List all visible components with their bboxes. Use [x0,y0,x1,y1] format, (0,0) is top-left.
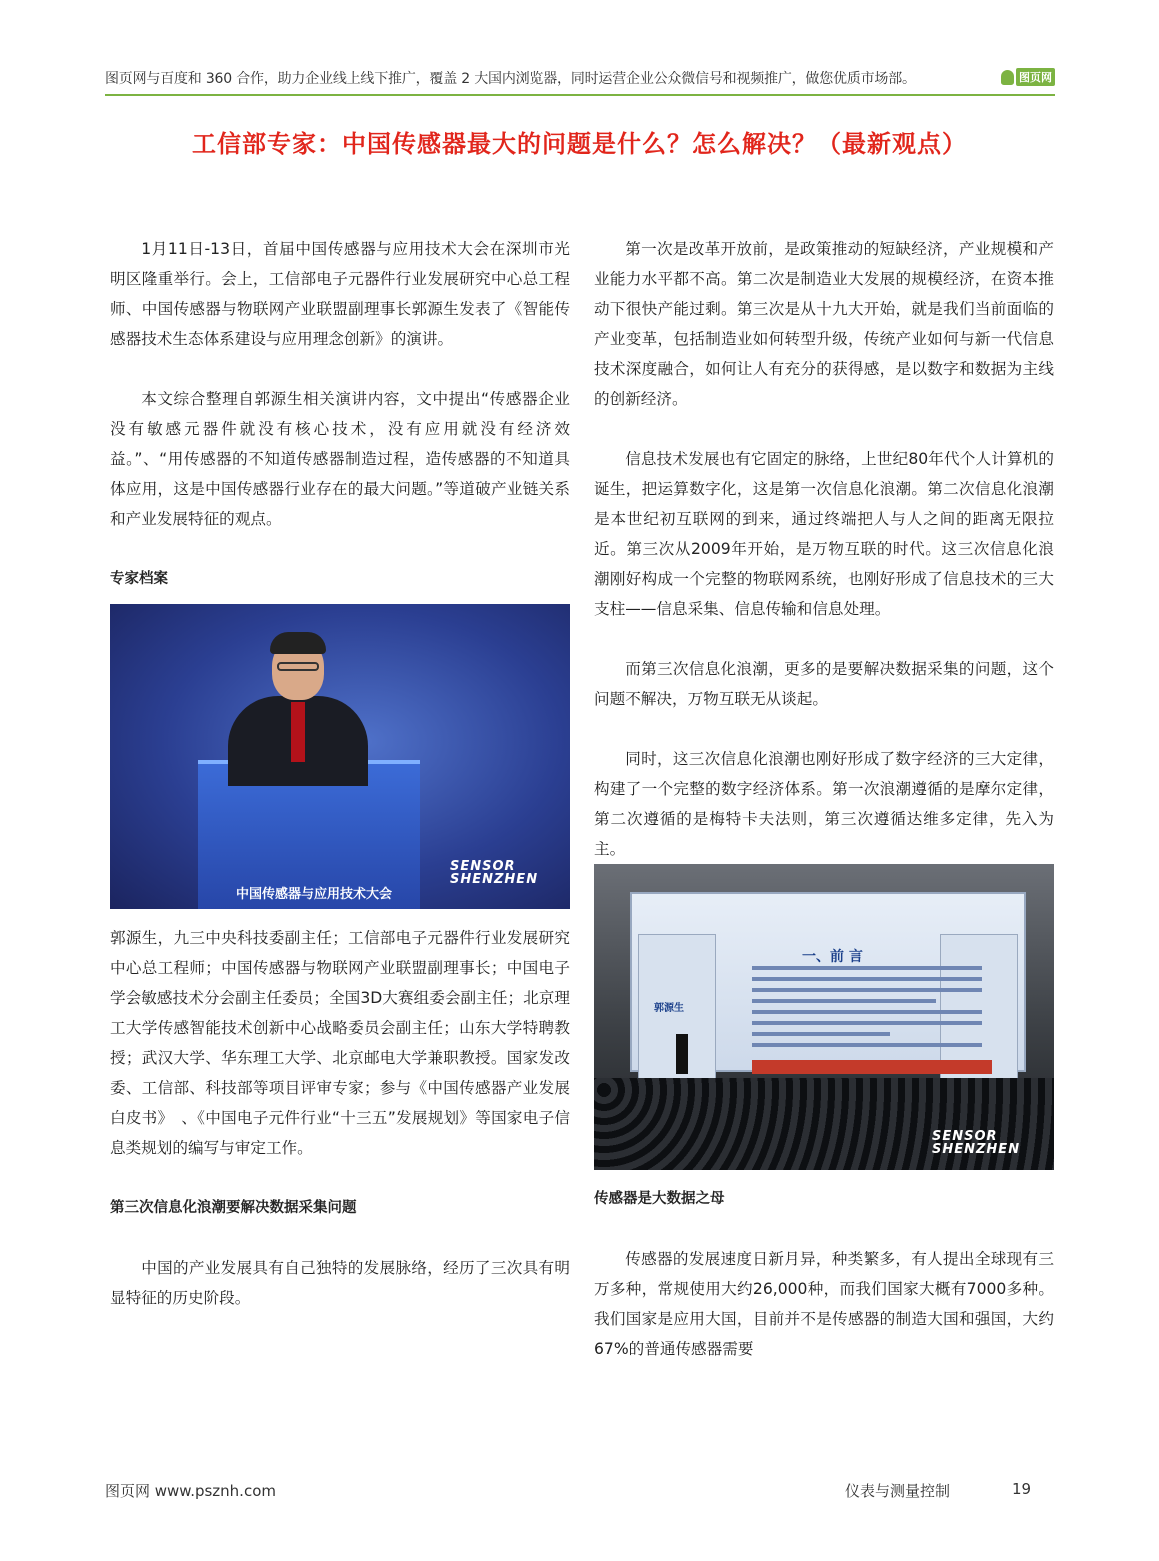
paragraph: 中国的产业发展具有自己独特的发展脉络，经历了三次具有明显特征的历史阶段。 [110,1259,570,1307]
section-heading: 专家档案 [110,571,168,587]
paragraph: 本文综合整理自郭源生相关演讲内容，文中提出“传感器企业没有敏感元器件就没有核心技术，没有应用就没有经济效益。”、“用传感器的不知道传感器制造过程，造传感器的不知道具体应用，这是中国传感器行业存在的最大问题。”等道破产业链关系和产业发展特征的观点。 [110,390,570,528]
presentation-screen [630,892,1026,1072]
speaker-photo [110,604,570,909]
paragraph: 同时，这三次信息化浪潮也刚好形成了数字经济的三大定律，构建了一个完整的数字经济体系。第一次浪潮遵循的是摩尔定律，第二次遵循的是梅特卡夫法则，第三次遵循达维多定律，先入为主。 [594,750,1054,858]
screen-heading: 一、前 言 [802,949,863,965]
section-heading: 第三次信息化浪潮要解决数据采集问题 [110,1200,357,1216]
footer-magazine: 仪表与测量控制 [845,1482,951,1500]
paragraph: 第一次是改革开放前，是政策推动的短缺经济，产业规模和产业能力水平都不高。第二次是制造业大发展的规模经济，在资本推动下很快产能过剩。第三次是从十九大开始，就是我们当前面临的产业变革，包括制造业如何转型升级，传统产业如何与新一代信息技术深度融合，如何让人有充分的获得感，是以数字和数据为主线的创新经济。 [594,240,1054,408]
glasses-icon [277,662,319,671]
bio-paragraph: 郭源生，九三中央科技委副主任；工信部电子元器件行业发展研究中心总工程师；中国传感器与物联网产业联盟副理事长；中国电子学会敏感技术分会副主任委员；全国3D大赛组委会副主任；北京理工大学传感智能技术创新中心战略委员会副主任；山东大学特聘教授；武汉大学、华东理工大学、北京邮电大学兼职教授。国家发改委、工信部、科技部等项目评审专家；参与《中国传感器产业发展白皮书》 、《中国电子元件行业“十三五”发展规划》等国家电子信息类规划的编写与审定工作。 [110,929,570,1157]
paragraph: 传感器的发展速度日新月异，种类繁多，有人提出全球现有三万多种，常规使用大约26,000种，而我们国家大概有7000多种。我们国家是应用大国，目前并不是传感器的制造大国和强国，大约67%的普通传感器需要 [594,1250,1054,1358]
conference-photo [594,864,1054,1170]
speaker-figure [676,1034,688,1074]
paragraph: 1月11日-13日，首届中国传感器与应用技术大会在深圳市光明区隆重举行。会上，工信部电子元器件行业发展研究中心总工程师、中国传感器与物联网产业联盟副理事长郭源生发表了《智能传感器技术生态体系建设与应用理念创新》的演讲。 [110,240,570,348]
section-heading: 传感器是大数据之母 [594,1191,725,1207]
speaker-tie [291,702,305,762]
photo-caption: 中国传感器与应用技术大会 [236,887,393,902]
sensor-shenzhen-logo: SENSOR SHENZHEN [932,1129,1021,1157]
article-title: 工信部专家：中国传感器最大的问题是什么？怎么解决？（最新观点） [192,130,967,158]
top-banner [105,66,1055,96]
footer-site[interactable]: 图页网 www.psznh.com [105,1482,276,1500]
logo-text: 图页网 [1016,68,1055,86]
banner-text: 图页网与百度和 360 合作，助力企业线上线下推广，覆盖 2 大国内浏览器，同时运营企业公众微信号和视频推广，做您优质市场部。 [105,71,916,87]
banner-logo[interactable] [1001,68,1055,86]
screen-name: 郭源生 [654,1003,684,1014]
sensor-shenzhen-logo: SENSOR SHENZHEN [450,859,539,887]
leaf-icon [1001,70,1014,85]
right-column [594,234,1054,1364]
left-column [110,234,570,1313]
page-number: 19 [1012,1480,1032,1498]
paragraph: 信息技术发展也有它固定的脉络，上世纪80年代个人计算机的诞生，把运算数字化，这是第一次信息化浪潮。第二次信息化浪潮是本世纪初互联网的到来，通过终端把人与人之间的距离无限拉近。第三次从2009年开始，是万物互联的时代。这三次信息化浪潮刚好构成一个完整的物联网系统，也刚好形成了信息技术的三大支柱——信息采集、信息传输和信息处理。 [594,450,1054,618]
paragraph: 而第三次信息化浪潮，更多的是要解决数据采集的问题，这个问题不解决，万物互联无从谈起。 [594,660,1054,708]
